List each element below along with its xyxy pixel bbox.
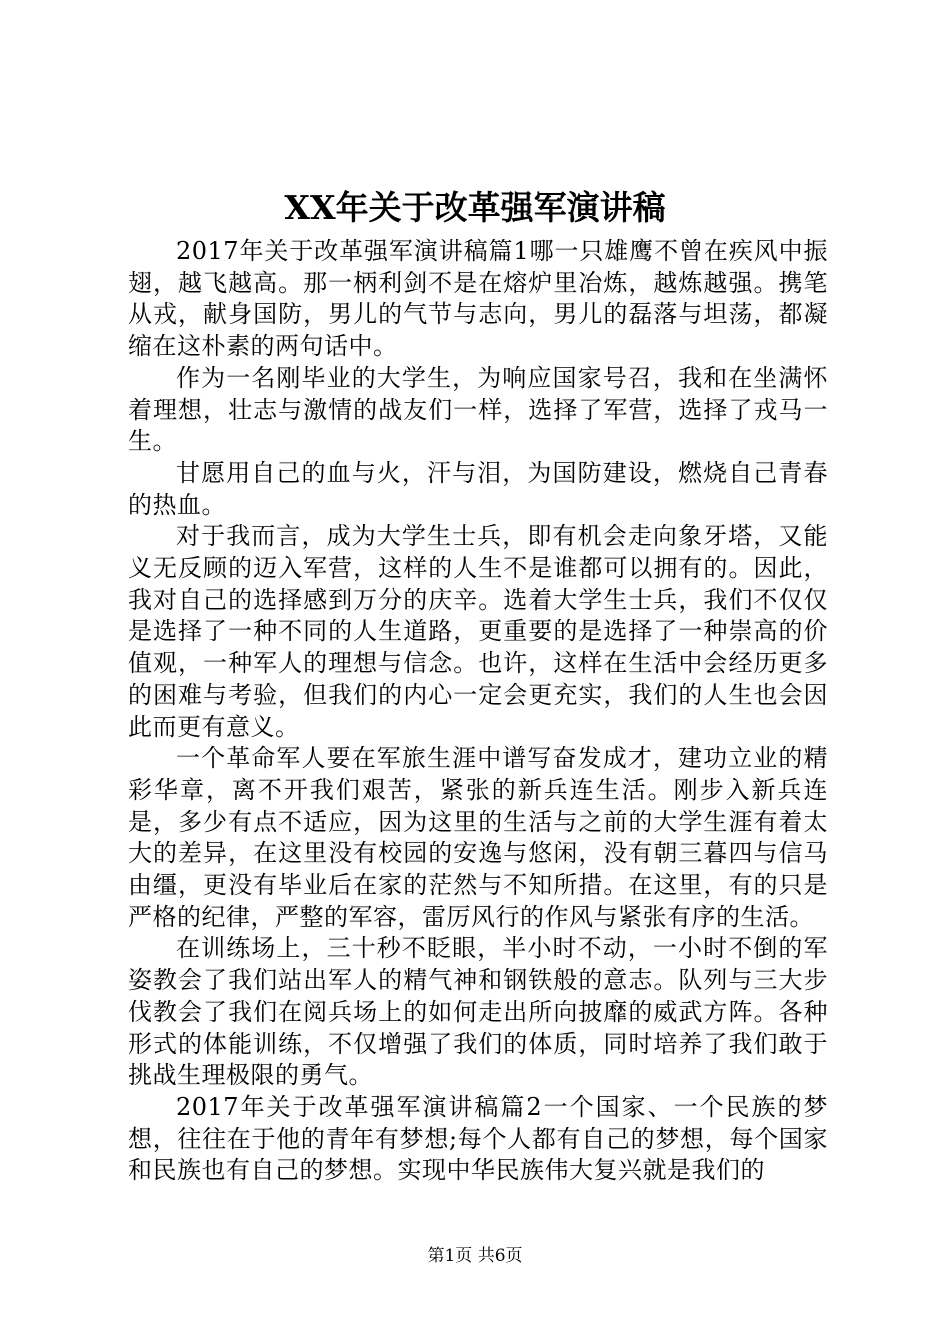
document-title: XX年关于改革强军演讲稿 (284, 188, 666, 227)
paragraph-1: 2017年关于改革强军演讲稿篇1哪一只雄鹰不曾在疾风中振翅，越飞越高。那一柄利剑不是在熔炉里冶炼，越炼越强。携笔从戎，献身国防，男儿的气节与志向，男儿的磊落与坦荡，都凝缩在这朴素的两句话中。 (128, 237, 828, 361)
paragraph-6: 在训练场上，三十秒不眨眼，半小时不动，一小时不倒的军姿教会了我们站出军人的精气神和钢铁般的意志。队列与三大步伐教会了我们在阅兵场上的如何走出所向披靡的威武方阵。各种形式的体能训练，不仅增强了我们的体质，同时培养了我们敢于挑战生理极限的勇气。 (128, 934, 828, 1090)
paragraph-5: 一个革命军人要在军旅生涯中谱写奋发成才，建功立业的精彩华章，离不开我们艰苦，紧张的新兵连生活。刚步入新兵连是，多少有点不适应，因为这里的生活与之前的大学生涯有着太大的差异，在这里没有校园的安逸与悠闲，没有朝三暮四与信马由缰，更没有毕业后在家的茫然与不知所措。在这里，有的只是严格的纪律，严整的军容，雷厉风行的作风与紧张有序的生活。 (128, 744, 828, 931)
paragraph-3: 甘愿用自己的血与火，汗与泪，为国防建设，燃烧自己青春的热血。 (128, 458, 828, 519)
document-body (128, 236, 828, 1187)
paragraph-4: 对于我而言，成为大学生士兵，即有机会走向象牙塔，又能义无反顾的迈入军营，这样的人生不是谁都可以拥有的。因此，我对自己的选择感到万分的庆辛。选着大学生士兵，我们不仅仅是选择了一种不同的人生道路，更重要的是选择了一种崇高的价值观，一种军人的理想与信念。也许，这样在生活中会经历更多的困难与考验，但我们的内心一定会更充实，我们的人生也会因此而更有意义。 (128, 522, 828, 741)
page-number-footer: 第1页 共6页 (427, 1246, 523, 1266)
paragraph-7: 2017年关于改革强军演讲稿篇2一个国家、一个民族的梦想，往往在于他的青年有梦想;每个人都有自己的梦想，每个国家和民族也有自己的梦想。实现中华民族伟大复兴就是我们的 (128, 1092, 828, 1185)
paragraph-2: 作为一名刚毕业的大学生，为响应国家号召，我和在坐满怀着理想，壮志与激情的战友们一样，选择了军营，选择了戎马一生。 (128, 363, 828, 456)
